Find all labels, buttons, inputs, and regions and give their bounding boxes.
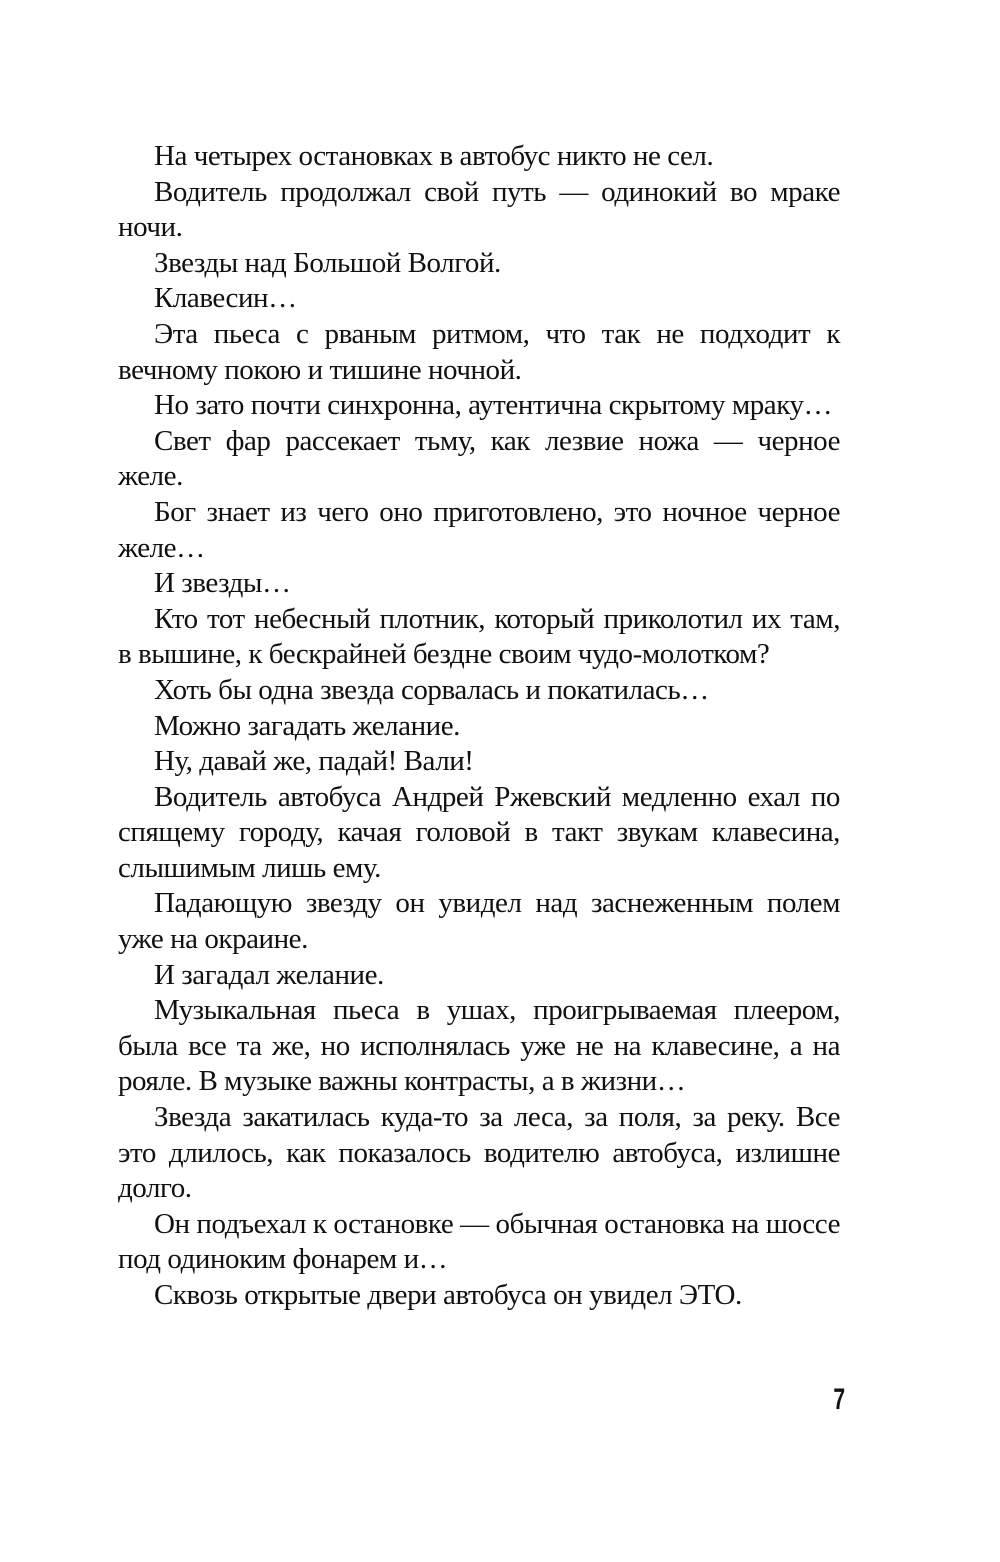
- paragraph-18: Звезда закатилась куда-то за леса, за поля, за реку. Все это длилось, как показалось водителю автобуса, излишне долго.: [118, 1101, 840, 1205]
- paragraph-3: Звезды над Большой Волгой.: [154, 246, 501, 279]
- paragraph-19: Он подъехал к остановке — обычная остановка на шоссе под одиноким фонарем и…: [118, 1207, 840, 1276]
- paragraph-13: Ну, давай же, падай! Вали!: [154, 745, 474, 778]
- paragraph-12: Можно загадать желание.: [154, 709, 460, 742]
- paragraph-14: Водитель автобуса Андрей Ржевский медленно ехал по спящему городу, качая головой в такт звукам клавесина, слышимым лишь ему.: [118, 780, 840, 884]
- page-number: 7: [833, 1383, 845, 1416]
- paragraph-8: Бог знает из чего оно приготовлено, это ночное черное желе…: [118, 495, 840, 564]
- paragraph-2: Водитель продолжал свой путь — одинокий во мраке ночи.: [118, 175, 840, 244]
- paragraph-1: На четырех остановках в автобус никто не сел.: [154, 140, 714, 172]
- paragraph-5: Эта пьеса с рваным ритмом, что так не подходит к вечному покою и тишине ночной.: [118, 317, 840, 386]
- paragraph-4: Клавесин…: [154, 282, 297, 315]
- paragraph-17: Музыкальная пьеса в ушах, проигрываемая плеером, была все та же, но исполнялась уже не на клавесине, а на рояле. В музыке важны контрасты, а в жизни…: [118, 994, 840, 1098]
- paragraph-20: Сквозь открытые двери автобуса он увидел ЭТО.: [154, 1279, 742, 1311]
- paragraph-15: Падающую звезду он увидел над заснеженным полем уже на окраине.: [118, 887, 840, 956]
- paragraph-6: Но зато почти синхронна, аутентична скрытому мраку…: [154, 389, 833, 422]
- paragraph-7: Свет фар рассекает тьму, как лезвие ножа — черное желе.: [118, 424, 840, 493]
- paragraph-16: И загадал желание.: [154, 958, 384, 991]
- paragraph-9: И звезды…: [154, 567, 291, 600]
- page-body: [118, 139, 840, 1314]
- paragraph-10: Кто тот небесный плотник, который приколотил их там, в вышине, к бескрайней бездне своим чудо-молотком?: [118, 602, 840, 671]
- paragraph-11: Хоть бы одна звезда сорвалась и покатилась…: [154, 673, 709, 706]
